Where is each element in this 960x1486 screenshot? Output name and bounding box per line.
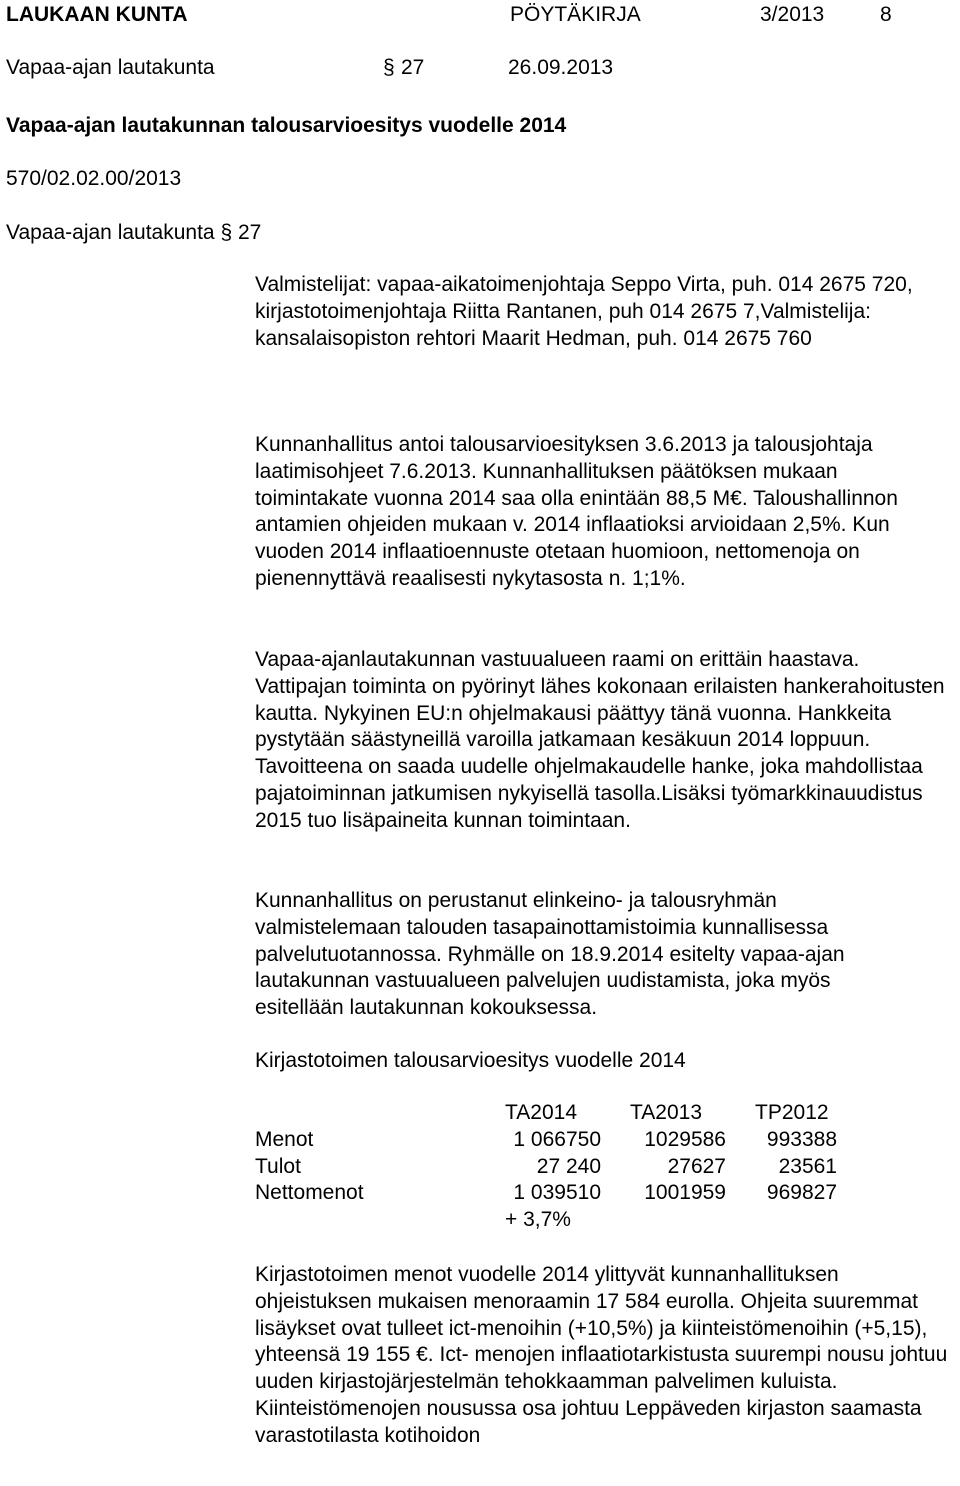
cell-ta2014: 27 240 bbox=[536, 1154, 601, 1178]
board-line-section: 27 bbox=[237, 221, 262, 244]
doc-type: PÖYTÄKIRJA bbox=[510, 3, 641, 26]
change-note: + 3,7% bbox=[505, 1208, 571, 1232]
paragraph-library-costs: Kirjastotoimen menot vuodelle 2014 ylittyvät kunnanhallituksen ohjeistuksen mukaisen menoraamin 17 584 eurolla. Ohjeita suuremmat lisäykset ovat tulleet ict-menoihin (+10,5%) ja kiinteistömenoihin (+5,15), yhteensä 19 155 €. Ict- menojen inflaatiotarkistusta suurempi nousu johtuu uuden kirjastojärjestelmän tehokkaamman palvelimen kuluista. Kiinteistömenojen nousussa osa johtuu Leppäveden kirjaston saamasta varastotilasta kotihoidon bbox=[255, 1263, 948, 1447]
cell-ta2014: 1 066750 bbox=[513, 1127, 601, 1151]
doc-number: 3/2013 bbox=[760, 3, 825, 26]
cell-tp2012: 23561 bbox=[778, 1154, 837, 1178]
column-header: TA2014 bbox=[505, 1101, 577, 1124]
page-title: Vapaa-ajan lautakunnan talousarvioesitys vuodelle 2014 bbox=[6, 114, 567, 137]
board-name: Vapaa-ajan lautakunta bbox=[6, 56, 215, 79]
page-number: 8 bbox=[880, 3, 892, 26]
cell-tp2012: 993388 bbox=[766, 1127, 837, 1151]
row-label: Tulot bbox=[255, 1154, 301, 1178]
row-label: Nettomenot bbox=[255, 1181, 364, 1205]
case-reference: 570/02.02.00/2013 bbox=[6, 167, 182, 190]
paragraph-framework: Vapaa-ajanlautakunnan vastuualueen raami on erittäin haastava. Vattipajan toiminta on pyörinyt lähes kokonaan erilaisten hankerahoitusten kautta. Nykyinen EU:n ohjelmakausi päättyy tänä vuonna. Hankkeita pystytään säästyneillä varoilla jatkamaan kesäkuun 2014 loppuun. Tavoitteena on saada uudelle ohjelmakaudelle hanke, joka mahdollistaa pajatoiminnan jatkumisen nykyisellä tasolla.Lisäksi työmarkkinauudistus 2015 tuo lisäpaineita kunnan toimintaan. bbox=[255, 648, 945, 832]
cell-ta2013: 1029586 bbox=[644, 1127, 726, 1151]
section-mark: § bbox=[383, 56, 395, 79]
column-header: TP2012 bbox=[755, 1101, 829, 1124]
library-budget-heading: Kirjastotoimen talousarvioesitys vuodelle 2014 bbox=[255, 1049, 686, 1072]
column-header: TA2013 bbox=[630, 1101, 702, 1124]
cell-tp2012: 969827 bbox=[766, 1181, 837, 1205]
section-mark-2: § bbox=[220, 221, 238, 244]
section-number: 27 bbox=[401, 56, 425, 79]
preparers-text: Valmistelijat: vapaa-aikatoimenjohtaja Seppo Virta, puh. 014 2675 720, kirjastotoimenjohtaja Riitta Rantanen, puh 014 2675 7,Valmistelija: kansalaisopiston rehtori Maarit Hedman, puh. 014 2675 760 bbox=[255, 273, 913, 350]
row-label: Menot bbox=[255, 1127, 314, 1151]
cell-ta2013: 27627 bbox=[667, 1154, 726, 1178]
paragraph-budget-guidelines: Kunnanhallitus antoi talousarvioesityksen 3.6.2013 ja talousjohtaja laatimisohjeet 7.6.2013. Kunnanhallituksen päätöksen mukaan toimintakate vuonna 2014 saa olla enintään 88,5 M€. Taloushallinnon antamien ohjeiden mukaan v. 2014 inflaatioksi arvioidaan 2,5%. Kun vuoden 2014 inflaatioennuste otetaan huomioon, nettomenoja on pienennyttävä reaalisesti nykytasosta n. 1;1%. bbox=[255, 433, 898, 590]
meeting-date: 26.09.2013 bbox=[508, 56, 614, 79]
board-line-name: Vapaa-ajan lautakunta bbox=[6, 221, 215, 244]
paragraph-economic-group: Kunnanhallitus on perustanut elinkeino- ja talousryhmän valmistelemaan talouden tasapainottamistoimia kunnallisessa palvelutuotannossa. Ryhmälle on 18.9.2014 esitelty vapaa-ajan lautakunnan vastuualueen palvelujen uudistamista, joka myös esitellään lautakunnan kokouksessa. bbox=[255, 889, 845, 1020]
cell-ta2013: 1001959 bbox=[644, 1181, 726, 1205]
cell-ta2014: 1 039510 bbox=[513, 1181, 601, 1205]
org-name: LAUKAAN KUNTA bbox=[6, 3, 188, 26]
board-section-line bbox=[6, 220, 261, 246]
